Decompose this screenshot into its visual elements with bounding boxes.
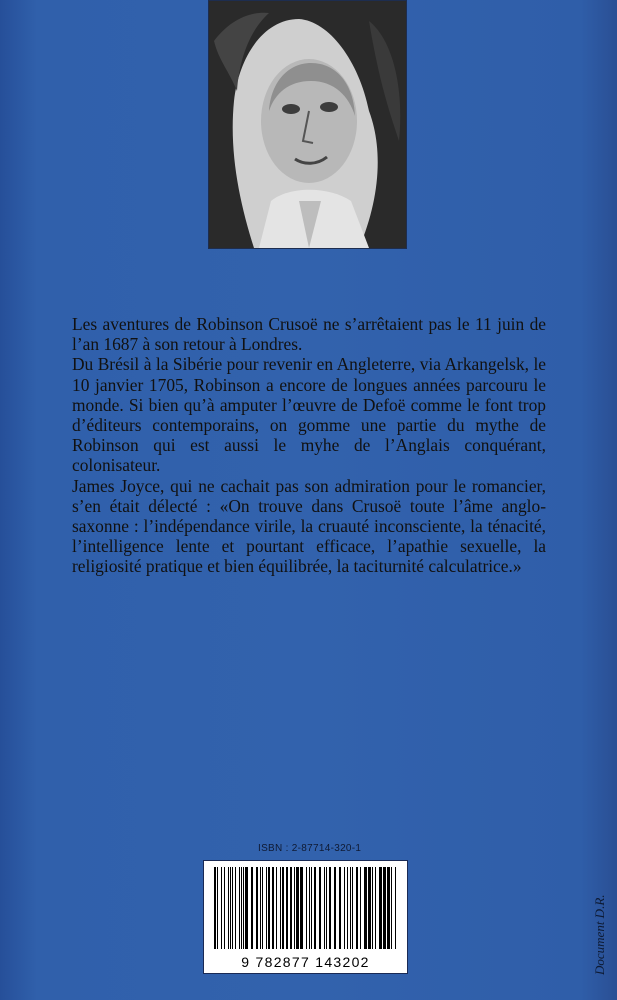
barcode-bar (224, 867, 225, 949)
barcode-bar (339, 867, 341, 949)
barcode-bar (364, 867, 367, 949)
barcode-bar (329, 867, 331, 949)
barcode-bar (387, 867, 390, 949)
barcode-bar (272, 867, 274, 949)
blurb (72, 314, 546, 577)
barcode-bars (204, 861, 407, 953)
barcode-bar (282, 867, 284, 949)
barcode-bar (311, 867, 312, 949)
barcode-bar (395, 867, 396, 949)
barcode-bar (245, 867, 248, 949)
barcode-bar (360, 867, 361, 949)
barcode-bar (276, 867, 277, 949)
author-portrait (208, 0, 407, 249)
barcode-bar (251, 867, 253, 949)
barcode-bar (319, 867, 321, 949)
barcode-bar (241, 867, 242, 949)
barcode-bar (344, 867, 345, 949)
barcode-bar (372, 867, 373, 949)
barcode-bar (375, 867, 376, 949)
barcode-bar (260, 867, 261, 949)
barcode-bar (266, 867, 267, 949)
barcode-bar (368, 867, 371, 949)
barcode-bar (228, 867, 229, 949)
barcode-bar (296, 867, 299, 949)
barcode (203, 860, 408, 974)
barcode-bar (243, 867, 244, 949)
barcode-bar (356, 867, 358, 949)
barcode-bar (326, 867, 327, 949)
barcode-bar (232, 867, 233, 949)
isbn-label: ISBN : 2-87714-320-1 (258, 843, 362, 854)
barcode-bar (221, 867, 222, 949)
photo-credit: Document D.R. (592, 894, 607, 975)
blurb-paragraph: Du Brésil à la Sibérie pour revenir en Angleterre, via Arkangelsk, le 10 janvier 1705, Robinson a encore de longues années parcouru le monde. Si bien qu’à amputer l’œuvre de Defoë comme le font trop d’éditeurs contemporains, on gomme une partie du mythe de Robinson qui est aussi le myhe de l’Anglais conquérant, colonisateur. (72, 354, 546, 476)
barcode-bar (347, 867, 348, 949)
barcode-bar (309, 867, 310, 949)
barcode-bar (268, 867, 270, 949)
barcode-bar (230, 867, 231, 949)
barcode-bar (383, 867, 386, 949)
barcode-bar (256, 867, 258, 949)
barcode-bar (286, 867, 288, 949)
barcode-bar (300, 867, 303, 949)
barcode-bar (290, 867, 292, 949)
barcode-bar (334, 867, 336, 949)
barcode-bar (352, 867, 353, 949)
barcode-bar (350, 867, 351, 949)
barcode-number: 9 782877 143202 (241, 954, 370, 970)
barcode-bar (214, 867, 216, 949)
portrait-engraving (209, 1, 406, 248)
barcode-bar (379, 867, 382, 949)
barcode-bar (306, 867, 307, 949)
barcode-bar (294, 867, 295, 949)
blurb-paragraph: Les aventures de Robinson Crusoë ne s’arrêtaient pas le 11 juin de l’an 1687 à son retour à Londres. (72, 314, 546, 355)
barcode-bar (239, 867, 240, 949)
barcode-bar (324, 867, 325, 949)
barcode-bar (217, 867, 218, 949)
blurb-paragraph: James Joyce, qui ne cachait pas son admiration pour le romancier, s’en était délecté : «On trouve dans Crusoë toute l’âme anglo-saxonne : l’indépendance virile, la cruauté inconsciente, la ténacité, l’intelligence lente et pourtant efficace, l’apathie sexuelle, la religiosité pratique et bien équilibrée, la taciturnité calculatrice.» (72, 475, 546, 577)
barcode-bar (391, 867, 392, 949)
barcode-bar (280, 867, 281, 949)
barcode-bar (235, 867, 236, 949)
barcode-bar (314, 867, 316, 949)
barcode-bar (262, 867, 263, 949)
